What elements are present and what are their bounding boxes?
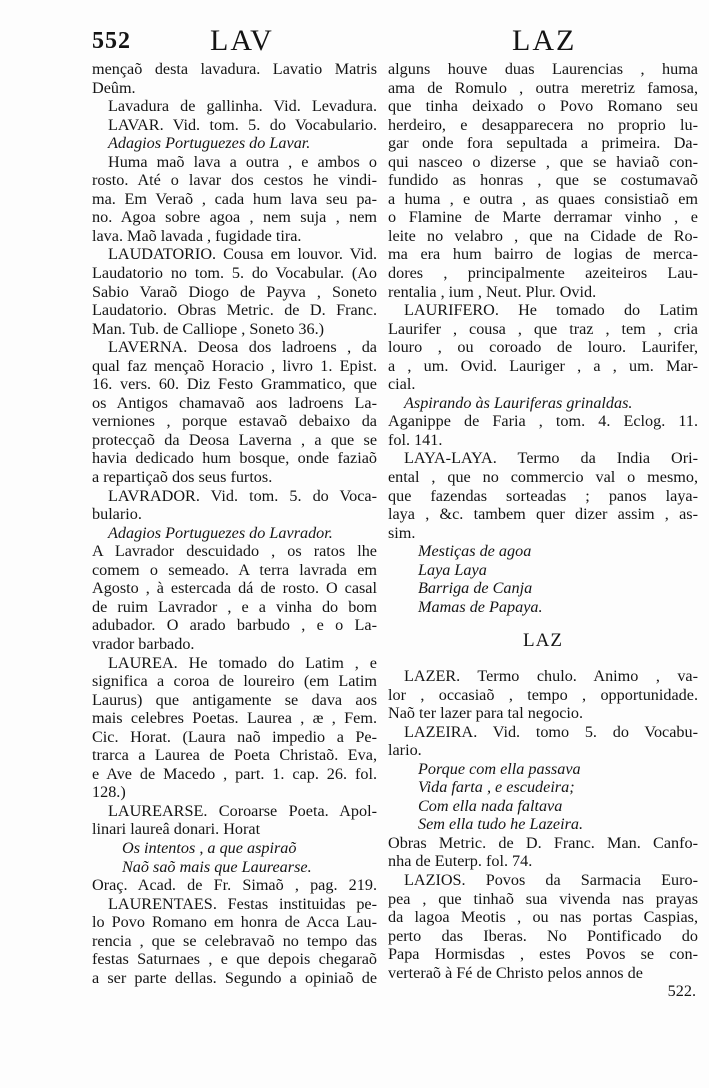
left-column-line: a repartiçaõ dos seus furtos. xyxy=(92,468,273,487)
right-column-line: herdeiro, e desapparecera no proprio lu- xyxy=(388,115,698,134)
right-column-line: laya , &c. tambem quer dizer assim , as- xyxy=(388,505,698,524)
left-column-line: Oraç. Acad. de Fr. Simaõ , pag. 219. xyxy=(92,876,377,895)
right-column-line: lor , occasiaõ , tempo , opportunidade. xyxy=(388,685,698,704)
left-column-line: LAVERNA. Deosa dos ladroens , da xyxy=(108,338,377,357)
left-column-line: adubador. O arado barbudo , e o La- xyxy=(92,616,377,635)
right-column-line: LAURIFERO. He tomado do Latim xyxy=(404,301,698,320)
right-column-line: louro , ou coroado de louro. Laurifer, xyxy=(388,338,698,357)
left-column-line: trarca a Laurea de Poeta Christaõ. Eva, xyxy=(92,746,377,765)
left-column-line: e Ave de Macedo , part. 1. cap. 26. fol. xyxy=(92,764,377,783)
left-column-line: qual faz mençaõ Horacio , livro 1. Epist. xyxy=(92,356,377,375)
left-column-line: LAURENTAES. Festas instituidas pe- xyxy=(108,894,377,913)
right-column xyxy=(388,60,698,1001)
left-column-line: Laurus) que antigamente se dava aos xyxy=(92,690,377,709)
left-column-line: lava. Maõ lavada , fugidade tira. xyxy=(92,226,302,245)
right-column-line: Mestiças de agoa xyxy=(418,542,532,561)
left-column-line: no. Agoa sobre agoa , nem suja , nem xyxy=(92,208,377,227)
right-column-line: qui nasceo o dizerse , que se haviaõ con- xyxy=(388,152,698,171)
section-heading-laz: LAZ xyxy=(523,630,563,652)
right-column-line: leite no velabro , que na Cidade de Ro- xyxy=(388,226,698,245)
left-column-line: vrador barbado. xyxy=(92,634,195,653)
right-column-line: da lagoa Meotis , ou nas portas Caspias, xyxy=(388,908,698,927)
right-column-line: fundido as honras , que se costumavaõ xyxy=(388,171,698,190)
left-column-line: Deûm. xyxy=(92,78,136,97)
left-column-line: 128.) xyxy=(92,783,126,802)
right-column-line: LAZIOS. Povos da Sarmacia Euro- xyxy=(404,870,698,889)
left-column-line: bulario. xyxy=(92,505,142,524)
left-column-line: rencia , que se celebravaõ no tempo das xyxy=(92,931,377,950)
right-column-line: Aganippe de Faria , tom. 4. Eclog. 11. xyxy=(388,412,698,431)
right-column-line: alguns houve duas Laurencias , huma xyxy=(388,60,698,78)
right-column-line: Porque com ella passava xyxy=(418,759,581,778)
page-header xyxy=(92,24,698,60)
right-column-line: verteraõ à Fé de Christo pelos annos de xyxy=(388,963,643,982)
right-column-line: LAZEIRA. Vid. tomo 5. do Vocabu- xyxy=(404,722,698,741)
left-column-line: Agosto , à estercada dá de rosto. O casal xyxy=(92,579,377,598)
right-column-line: cial. xyxy=(388,375,416,394)
right-column-line: Naõ ter lazer para tal negocio. xyxy=(388,704,584,723)
left-column-line: mençaõ desta lavadura. Lavatio Matris xyxy=(92,60,377,78)
right-column-line: Laurifer , cousa , que traz , tem , cria xyxy=(388,319,698,338)
left-column-line: Huma maõ lava a outra , e ambos o xyxy=(108,152,377,171)
right-column-line: Papa Hormisdas , estes Povos se con- xyxy=(388,945,698,964)
right-column-line: Laya Laya xyxy=(418,560,487,579)
right-column-line: a huma , e outra , as quaes consistiaõ em xyxy=(388,189,698,208)
right-column-line: lario. xyxy=(388,741,422,760)
right-column-line: Mamas de Papaya. xyxy=(418,597,543,616)
right-column-line: fol. 141. xyxy=(388,430,443,449)
left-column-line: festas Saturnaes , e que depois chegaraõ xyxy=(92,950,377,969)
right-column-line: dores , principalmente azeiteiros Lau- xyxy=(388,264,698,283)
left-column-line: Laudatorio no tom. 5. do Vocabular. (Ao xyxy=(92,264,377,283)
left-column-line: Adagios Portuguezes do Lavar. xyxy=(108,134,311,153)
right-column-line: gar onde fora sepultada a primeira. Da- xyxy=(388,134,698,153)
left-column-line: LAUREARSE. Coroarse Poeta. Apol- xyxy=(108,801,377,820)
right-column-line: rentalia , ium , Neut. Plur. Ovid. xyxy=(388,282,597,301)
left-column-line: lo Povo Romano em honra de Acca Lau- xyxy=(92,913,377,932)
running-head-right: LAZ xyxy=(512,24,577,57)
left-column-line: de ruim Lavrador , e a vinha do bom xyxy=(92,597,377,616)
right-column-line: a , um. Ovid. Lauriger , a , um. Mar- xyxy=(388,356,698,375)
right-column-line: sim. xyxy=(388,523,416,542)
left-column-line: linari laureâ donari. Horat xyxy=(92,820,261,839)
left-column xyxy=(92,60,377,987)
right-column-line: Obras Metric. de D. Franc. Man. Canfo- xyxy=(388,833,698,852)
running-head-left: LAV xyxy=(210,24,274,57)
left-column-line: ma. Em Veraõ , cada hum lava seu pa- xyxy=(92,189,377,208)
left-column-line: os Antigos chamavaõ aos ladroens La- xyxy=(92,393,377,412)
left-column-line: LAVAR. Vid. tom. 5. do Vocabulario. xyxy=(108,115,377,134)
left-column-line: havia dedicado hum bosque, onde faziaõ xyxy=(92,449,377,468)
right-column-line: Barriga de Canja xyxy=(418,579,533,598)
right-column-line: 522. xyxy=(667,982,696,1001)
left-column-line: mais celebres Poetas. Laurea , æ , Fem. xyxy=(92,709,377,728)
right-column-line: ental , que no commercio val o mesmo, xyxy=(388,468,698,487)
right-column-line: ama de Romulo , outra meretriz famosa, xyxy=(388,78,698,97)
left-column-line: verniones , porque estavaõ debaixo da xyxy=(92,412,377,431)
left-column-line: A Lavrador descuidado , os ratos lhe xyxy=(92,542,377,561)
left-column-line: a ser parte dellas. Segundo a opiniaõ de xyxy=(92,968,377,987)
left-column-line: Naõ saõ mais que Laurearse. xyxy=(122,857,312,876)
left-column-line: LAVRADOR. Vid. tom. 5. do Voca- xyxy=(108,486,377,505)
left-column-line: Cic. Horat. (Laura naõ impedio a Pe- xyxy=(92,727,377,746)
right-column-line: Aspirando às Lauriferas grinaldas. xyxy=(404,393,633,412)
left-column-line: Os intentos , a que aspiraõ xyxy=(122,838,297,857)
right-column-line: o Flamine de Marte derramar vinho , e xyxy=(388,208,698,227)
right-column-line: Vida farta , e escudeira; xyxy=(418,778,575,797)
page-number: 552 xyxy=(92,28,131,54)
left-column-line: Man. Tub. de Calliope , Soneto 36.) xyxy=(92,319,325,338)
right-column-line: Sem ella tudo he Lazeira. xyxy=(418,815,584,834)
right-column-line: nha de Euterp. fol. 74. xyxy=(388,852,533,871)
right-column-line: LAYA-LAYA. Termo da India Ori- xyxy=(404,449,698,468)
right-column-line: que fazendas sorteadas ; panos laya- xyxy=(388,486,698,505)
right-column-line: pea , que tinhaõ sua vivenda nas prayas xyxy=(388,889,698,908)
left-column-line: comem o semeado. A terra lavrada em xyxy=(92,560,377,579)
left-column-line: LAUDATORIO. Cousa em louvor. Vid. xyxy=(108,245,377,264)
left-column-line: significa a coroa de loureiro (em Latim xyxy=(92,672,377,691)
left-column-line: 16. vers. 60. Diz Festo Grammatico, que xyxy=(92,375,377,394)
left-column-line: Lavadura de gallinha. Vid. Levadura. xyxy=(108,97,377,116)
left-column-line: Adagios Portuguezes do Lavrador. xyxy=(108,523,333,542)
left-column-line: protecçaõ da Deosa Laverna , a que se xyxy=(92,430,377,449)
right-column-line: LAZER. Termo chulo. Animo , va- xyxy=(404,666,698,685)
left-column-line: Sabio Varaõ Diogo de Payva , Soneto xyxy=(92,282,377,301)
right-column-line: ma era hum bairro de logias de merca- xyxy=(388,245,698,264)
right-column-line: perto das Iberas. No Pontificado do xyxy=(388,926,698,945)
left-column-line: rosto. Até o lavar dos cestos he vindi- xyxy=(92,171,377,190)
right-column-line: Com ella nada faltava xyxy=(418,796,563,815)
left-column-line: Laudatorio. Obras Metric. de D. Franc. xyxy=(92,301,377,320)
right-column-line: que tinha deixado o Povo Romano seu xyxy=(388,97,698,116)
left-column-line: LAUREA. He tomado do Latim , e xyxy=(108,653,377,672)
